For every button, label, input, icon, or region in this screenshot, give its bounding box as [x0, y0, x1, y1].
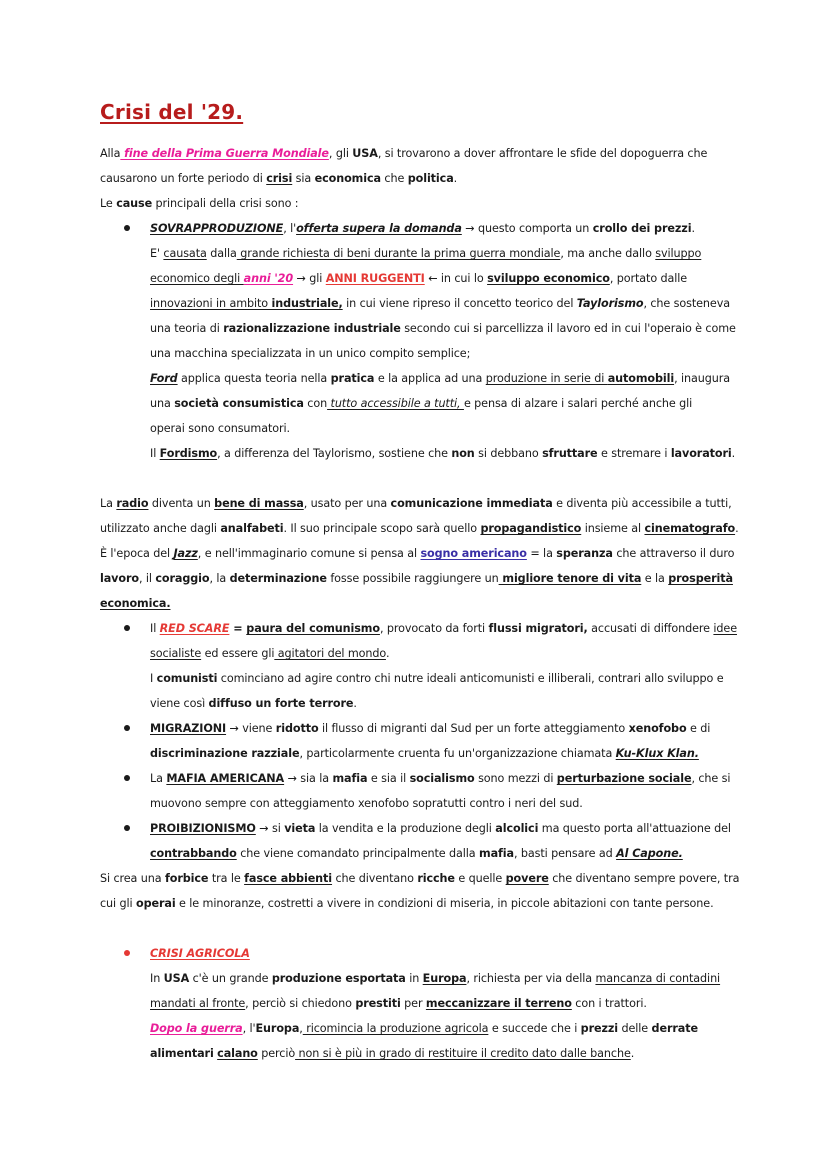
sovr-line-6: una macchina specializzata in un unico compito semplice; [150, 347, 471, 360]
agricola-line-4: alimentari calano perciò non si è più in grado di restituire il credito dato dalle banche. [150, 1047, 635, 1060]
migr-line-1: MIGRAZIONI → viene ridotto il flusso di migranti dal Sud per un forte atteggiamento xenofobo e di [150, 722, 711, 735]
bullet-icon [124, 225, 130, 231]
sovr-line-9: operai sono consumatori. [150, 422, 290, 435]
bullet-icon [124, 725, 130, 731]
sovr-line-4: innovazioni in ambito industriale, in cui viene ripreso il concetto teorico del Taylorismo, che sosteneva [150, 297, 730, 310]
sovr-line-3: economico degli anni '20 → gli ANNI RUGGENTI ← in cui lo sviluppo economico, portato dalle [150, 272, 688, 285]
sovr-line-2: E' causata dalla grande richiesta di beni durante la prima guerra mondiale, ma anche dallo sviluppo [150, 247, 702, 260]
mafia-line-2: muovono sempre con atteggiamento xenofobo sopratutti contro i neri del sud. [150, 797, 583, 810]
sovr-line-7: Ford applica questa teoria nella pratica e la applica ad una produzione in serie di automobili, inaugura [150, 372, 730, 385]
redscare-line-1: Il RED SCARE = paura del comunismo, provocato da forti flussi migratori, accusati di diffondere idee [150, 622, 737, 635]
intro-line-1: Alla fine della Prima Guerra Mondiale, gli USA, si trovarono a dover affrontare le sfide del dopoguerra che [100, 147, 708, 160]
radio-line-5: economica. [100, 597, 171, 610]
bullet-icon [124, 825, 130, 831]
forbice-line-1: Si crea una forbice tra le fasce abbienti che diventano ricche e quelle povere che diventano sempre povere, tra [100, 872, 740, 885]
proib-line-1: PROIBIZIONISMO → si vieta la vendita e la produzione degli alcolici ma questo porta all'attuazione del [150, 822, 731, 835]
mafia-line-1: La MAFIA AMERICANA → sia la mafia e sia il socialismo sono mezzi di perturbazione sociale, che si [150, 772, 731, 785]
forbice-line-2: cui gli operai e le minoranze, costretti a vivere in condizioni di miseria, in piccole abitazioni con tante persone. [100, 897, 714, 910]
radio-line-4: lavoro, il coraggio, la determinazione fosse possibile raggiungere un migliore tenore di vita e la prosperità [100, 572, 733, 585]
proib-line-2: contrabbando che viene comandato principalmente dalla mafia, basti pensare ad Al Capone. [150, 847, 683, 860]
radio-line-2: utilizzato anche dagli analfabeti. Il suo principale scopo sarà quello propagandistico insieme al cinematografo. [100, 522, 739, 535]
page-title: Crisi del '29. [100, 100, 244, 124]
bullet-icon [124, 950, 130, 956]
bullet-icon [124, 625, 130, 631]
migr-line-2: discriminazione razziale, particolarmente cruenta fu un'organizzazione chiamata Ku-Klux Klan. [150, 747, 699, 760]
sovr-line-8: una società consumistica con tutto accessibile a tutti, e pensa di alzare i salari perché anche gli [150, 397, 693, 410]
agricola-heading: CRISI AGRICOLA [150, 947, 250, 960]
redscare-line-2: socialiste ed essere gli agitatori del mondo. [150, 647, 390, 660]
sovr-line-5: una teoria di razionalizzazione industriale secondo cui si parcellizza il lavoro ed in cui l'operaio è come [150, 322, 736, 335]
sovr-line-1: SOVRAPPRODUZIONE, l'offerta supera la domanda → questo comporta un crollo dei prezzi. [150, 222, 695, 235]
radio-line-3: È l'epoca del Jazz, e nell'immaginario comune si pensa al sogno americano = la speranza che attraverso il duro [100, 547, 735, 560]
intro-line-3: Le cause principali della crisi sono : [100, 197, 299, 210]
agricola-line-1: In USA c'è un grande produzione esportata in Europa, richiesta per via della mancanza di contadini [150, 972, 721, 985]
intro-line-2: causarono un forte periodo di crisi sia economica che politica. [100, 172, 458, 185]
sovr-line-10: Il Fordismo, a differenza del Taylorismo, sostiene che non si debbano sfruttare e stremare i lavoratori. [150, 447, 736, 460]
agricola-line-2: mandati al fronte, perciò si chiedono prestiti per meccanizzare il terreno con i trattori. [150, 997, 647, 1010]
radio-line-1: La radio diventa un bene di massa, usato per una comunicazione immediata e diventa più accessibile a tutti, [100, 497, 732, 510]
agricola-line-3: Dopo la guerra, l'Europa, ricomincia la produzione agricola e succede che i prezzi delle derrate [150, 1022, 698, 1035]
bullet-icon [124, 775, 130, 781]
redscare-line-3: I comunisti cominciano ad agire contro chi nutre ideali anticomunisti e illiberali, contrari allo sviluppo e [150, 672, 724, 685]
redscare-line-4: viene così diffuso un forte terrore. [150, 697, 357, 710]
